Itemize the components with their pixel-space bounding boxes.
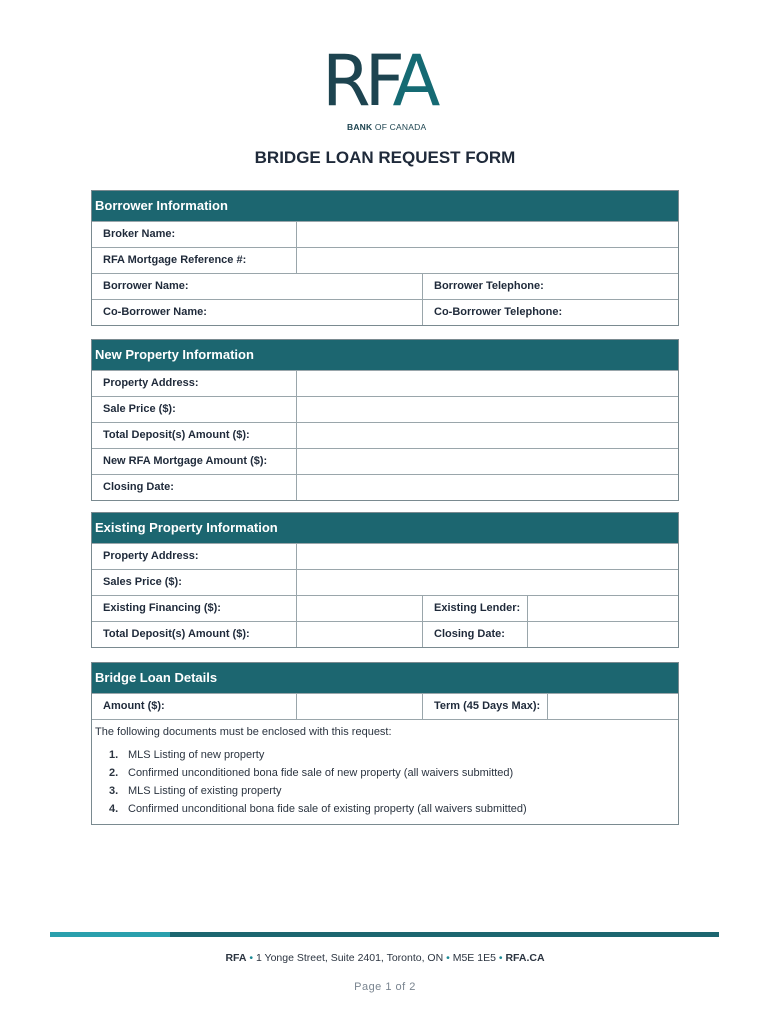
documents-intro: The following documents must be enclosed with this request: [95, 726, 392, 738]
borrower-name-field[interactable]: Borrower Name: [92, 274, 423, 299]
page-number: Page 1 of 2 [354, 981, 416, 993]
term-field[interactable] [548, 694, 678, 719]
logo-subtitle: BANK OF CANADA [347, 122, 427, 132]
list-item-text: Confirmed unconditional bona fide sale of existing property (all waivers submitted) [128, 803, 527, 815]
financing-label: Existing Financing ($): [92, 596, 297, 621]
list-item-number: 1. [109, 749, 119, 761]
broker-name-label: Broker Name: [92, 222, 297, 247]
broker-name-field[interactable] [297, 222, 678, 247]
lender-field[interactable] [528, 596, 678, 621]
footer-separator: • [446, 952, 450, 964]
footer-street: 1 Yonge Street, Suite 2401, Toronto, ON [255, 952, 444, 964]
sale-price-label: Sale Price ($): [92, 397, 297, 422]
footer-accent-bar [50, 932, 170, 937]
reference-label: RFA Mortgage Reference #: [92, 248, 297, 273]
existing-closing-label: Closing Date: [423, 622, 528, 647]
list-item-text: MLS Listing of existing property [128, 785, 282, 797]
footer-divider-bar [170, 932, 719, 937]
form-title: BRIDGE LOAN REQUEST FORM [254, 148, 516, 167]
logo-wordmark: RFA [322, 40, 435, 122]
sales-price-label: Sales Price ($): [92, 570, 297, 595]
list-item-number: 4. [109, 803, 119, 815]
list-item-number: 3. [109, 785, 119, 797]
existing-property-section [91, 512, 679, 648]
sale-price-row [92, 396, 678, 422]
rfa-logo [322, 40, 448, 136]
mortgage-amount-label: New RFA Mortgage Amount ($): [92, 449, 297, 474]
new-deposits-label: Total Deposit(s) Amount ($): [92, 423, 297, 448]
sales-price-field[interactable] [297, 570, 678, 595]
broker-name-row [92, 221, 678, 247]
existing-deposits-field[interactable] [297, 622, 423, 647]
footer-separator: • [498, 952, 503, 964]
coborrower-name-field[interactable]: Co-Borrower Name: [92, 300, 423, 325]
existing-address-row [92, 543, 678, 569]
coborrower-telephone-field[interactable]: Co-Borrower Telephone: [434, 306, 563, 318]
reference-row [92, 247, 678, 273]
borrower-name-row [92, 273, 678, 299]
new-property-section [91, 339, 679, 501]
existing-deposits-row [92, 621, 678, 647]
borrower-section-heading: Borrower Information [92, 191, 678, 221]
new-deposits-row [92, 422, 678, 448]
list-item-text: MLS Listing of new property [128, 749, 265, 761]
mortgage-amount-row [92, 448, 678, 474]
footer-address [0, 952, 770, 964]
existing-closing-field[interactable] [528, 622, 678, 647]
mortgage-amount-field[interactable] [297, 449, 678, 474]
amount-label: Amount ($): [92, 694, 297, 719]
term-label: Term (45 Days Max): [423, 694, 548, 719]
footer-postal: M5E 1E5 [452, 952, 496, 964]
sale-price-field[interactable] [297, 397, 678, 422]
new-closing-field[interactable] [297, 475, 678, 500]
sales-price-row [92, 569, 678, 595]
reference-field[interactable] [297, 248, 678, 273]
documents-list [95, 746, 678, 818]
list-item [109, 800, 678, 818]
footer-separator: • [249, 952, 254, 964]
footer-website[interactable]: RFA.CA [505, 952, 545, 964]
new-deposits-field[interactable] [297, 423, 678, 448]
new-address-field[interactable] [297, 371, 678, 396]
list-item [109, 746, 678, 764]
bridge-loan-section [91, 662, 679, 825]
required-documents [92, 719, 678, 824]
new-address-row [92, 370, 678, 396]
existing-deposits-label: Total Deposit(s) Amount ($): [92, 622, 297, 647]
bridge-loan-heading: Bridge Loan Details [92, 663, 678, 693]
list-item [109, 764, 678, 782]
list-item [109, 782, 678, 800]
borrower-section [91, 190, 679, 326]
footer-brand: RFA [225, 952, 247, 964]
borrower-telephone-field[interactable]: Borrower Telephone: [434, 280, 544, 292]
lender-label: Existing Lender: [423, 596, 528, 621]
new-address-label: Property Address: [92, 371, 297, 396]
list-item-number: 2. [109, 767, 119, 779]
amount-field[interactable] [297, 694, 423, 719]
financing-field[interactable] [297, 596, 423, 621]
existing-property-heading: Existing Property Information [92, 513, 678, 543]
financing-row [92, 595, 678, 621]
new-property-heading: New Property Information [92, 340, 678, 370]
new-closing-label: Closing Date: [92, 475, 297, 500]
list-item-text: Confirmed unconditioned bona fide sale of new property (all waivers submitted) [128, 767, 514, 779]
new-closing-row [92, 474, 678, 500]
existing-address-field[interactable] [297, 544, 678, 569]
coborrower-row [92, 299, 678, 325]
existing-address-label: Property Address: [92, 544, 297, 569]
amount-row [92, 693, 678, 719]
